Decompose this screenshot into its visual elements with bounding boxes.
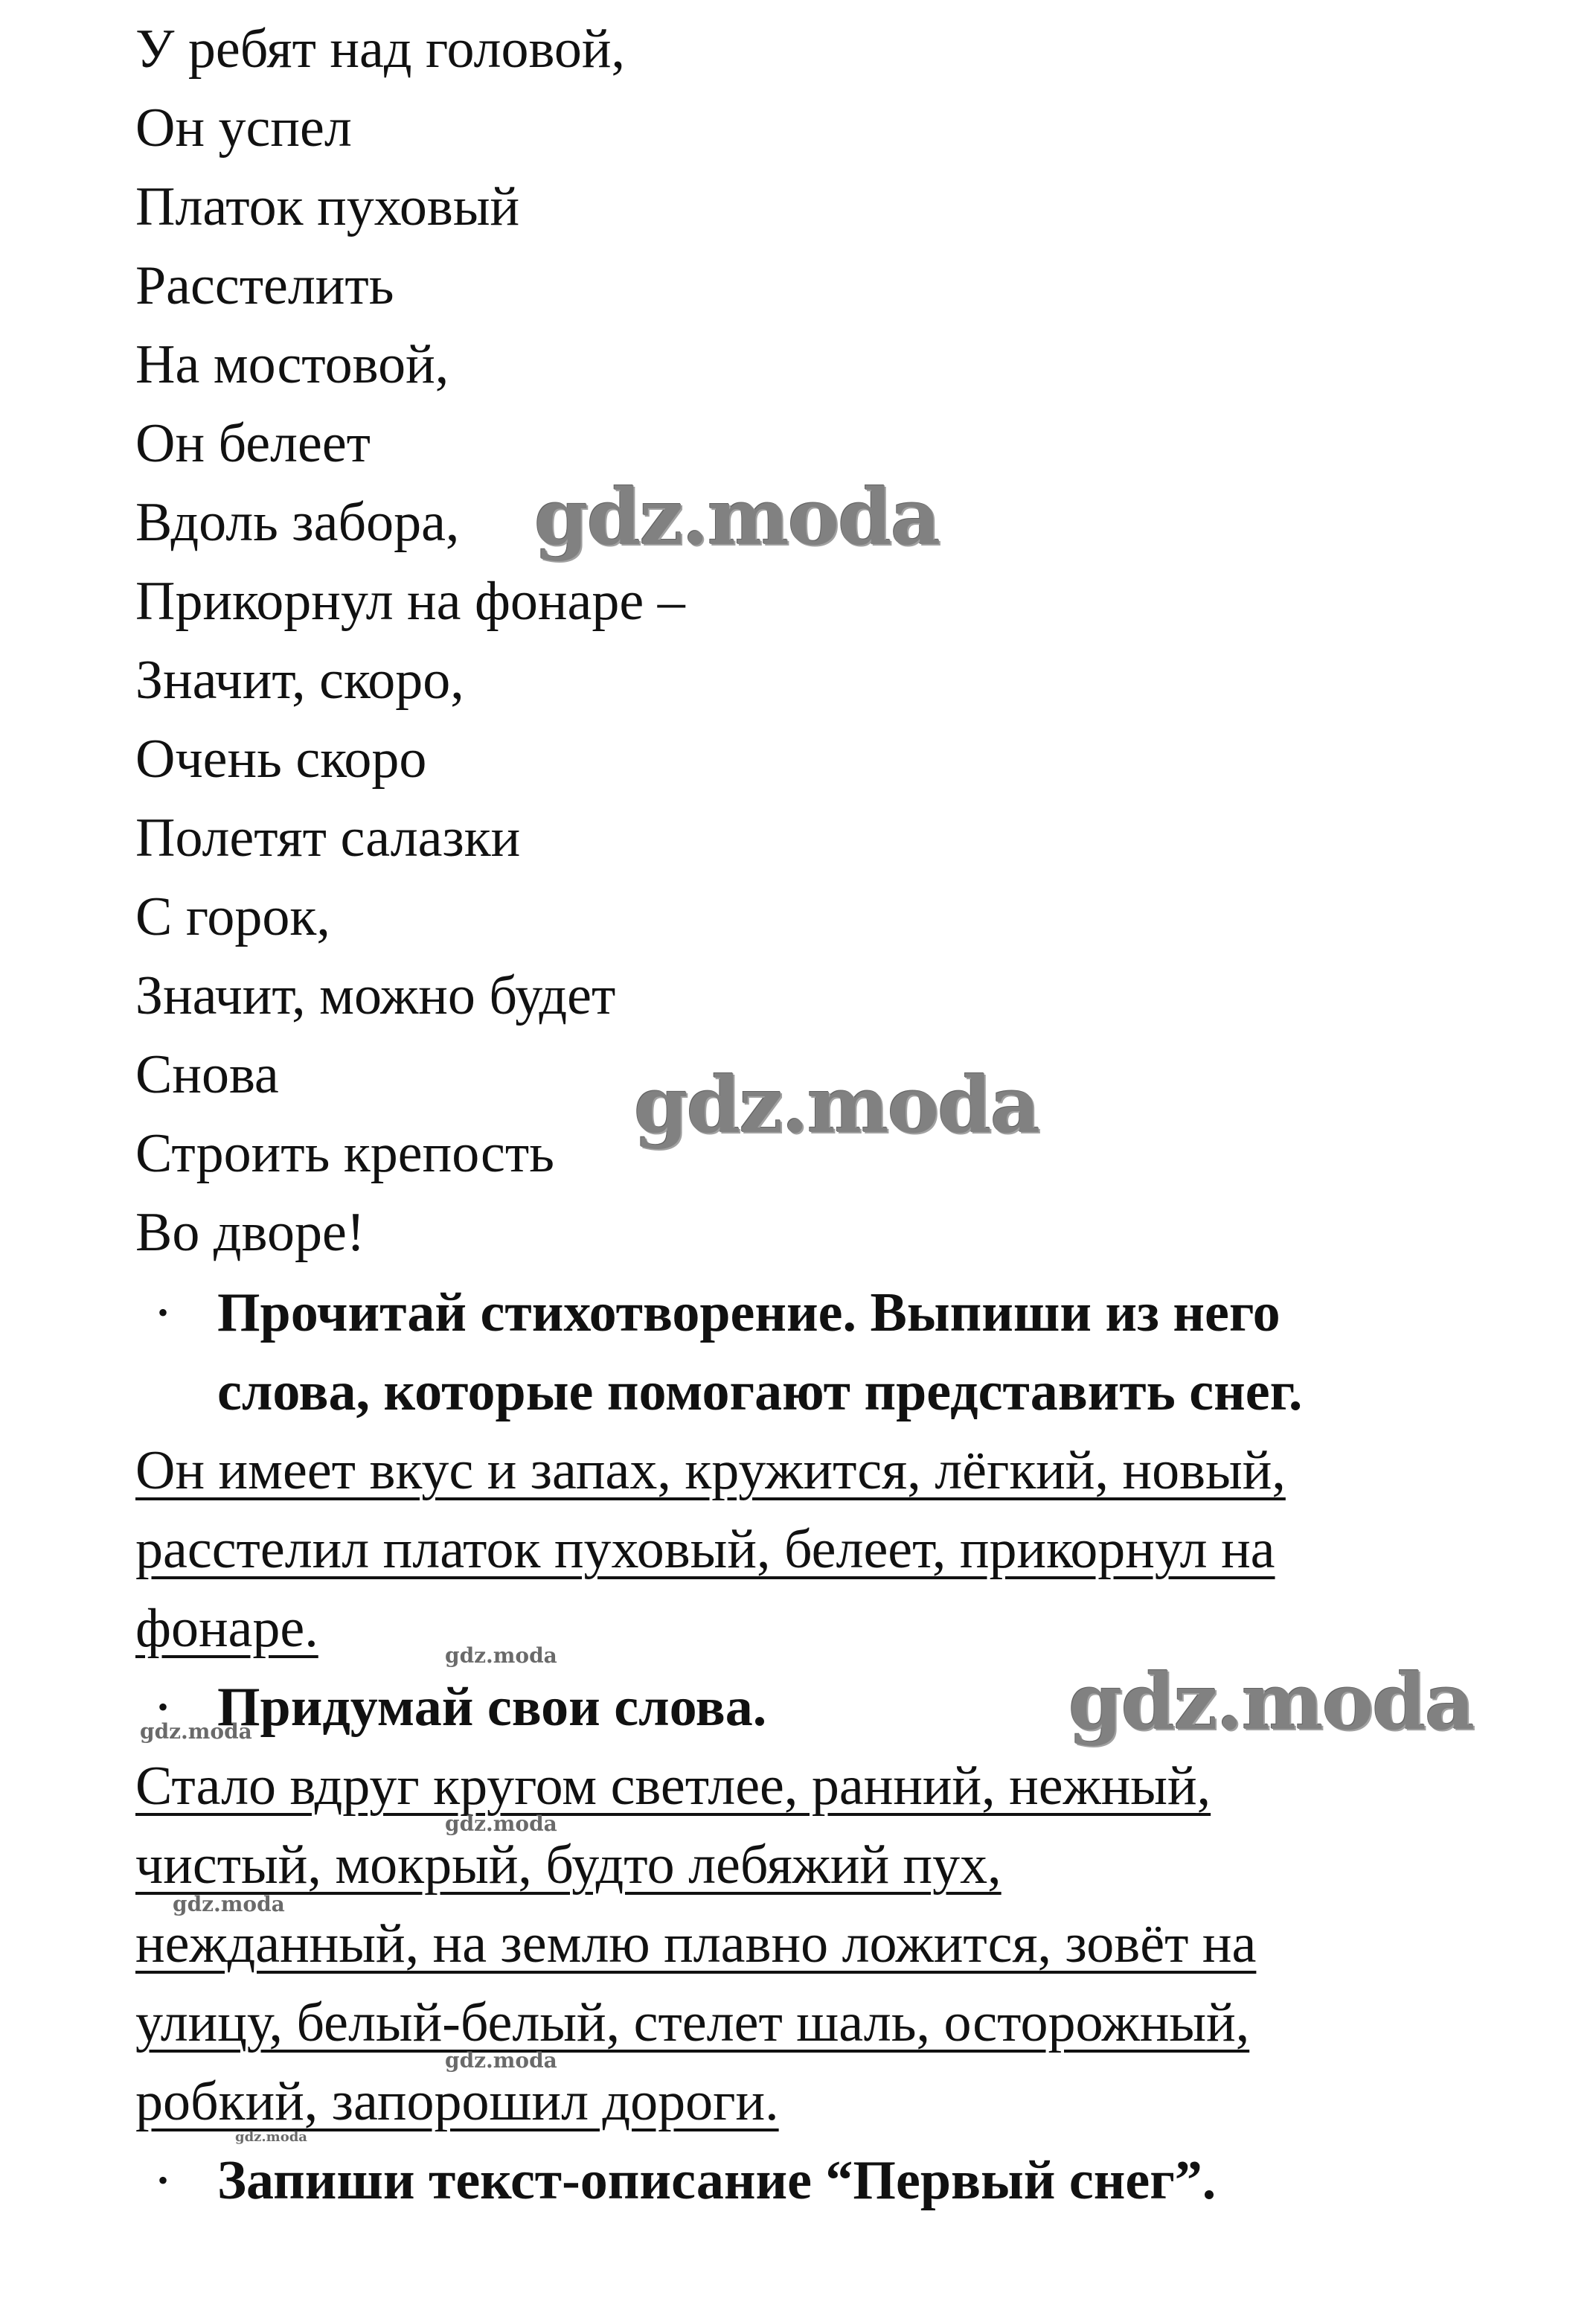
poem-line: У ребят над головой, (135, 19, 626, 80)
poem-line: Во дворе! (135, 1202, 365, 1263)
watermark-small: gdz.moda (140, 1719, 252, 1744)
answer-line: нежданный, на землю плавно ложится, зовёт на (135, 1913, 1257, 1974)
watermark: gdz.moda (1068, 1656, 1474, 1747)
answer-line: улицу, белый-белый, стелет шаль, осторожный, (135, 1992, 1250, 2053)
poem-line: Снова (135, 1044, 279, 1105)
poem-line: Платок пуховый (135, 176, 520, 237)
poem-line: С горок, (135, 886, 330, 947)
poem-line: На мостовой, (135, 334, 449, 395)
poem-line: Значит, можно будет (135, 965, 616, 1026)
task-instruction: слова, которые помогают представить снег. (217, 1361, 1303, 1422)
answer-line: чистый, мокрый, будто лебяжий пух, (135, 1835, 1001, 1896)
poem-line: Прикорнул на фонаре – (135, 571, 685, 632)
poem-line: Очень скоро (135, 729, 427, 790)
answer-line: фонаре. (135, 1598, 318, 1659)
answer-line: робкий, запорошил дороги. (135, 2071, 779, 2132)
watermark-small: gdz.moda (173, 1892, 285, 1916)
task-bullet: • (158, 1690, 169, 1724)
watermark-small: gdz.moda (445, 1643, 557, 1668)
poem-line: Полетят салазки (135, 807, 521, 869)
task-instruction: Прочитай стихотворение. Выпиши из него (217, 1282, 1281, 1343)
answer-line: Он имеет вкус и запах, кружится, лёгкий, новый, (135, 1440, 1286, 1501)
poem-line: Вдоль забора, (135, 492, 460, 553)
poem-line: Строить крепость (135, 1123, 554, 1184)
watermark: gdz.moda (534, 471, 940, 563)
task-bullet: • (158, 1296, 169, 1329)
poem-line: Расстелить (135, 255, 394, 316)
watermark-small: gdz.moda (445, 2048, 557, 2073)
task-instruction: Придумай свои слова. (217, 1677, 767, 1738)
task-instruction: Запиши текст-описание “Первый снег”. (217, 2150, 1217, 2211)
watermark-small: gdz.moda (445, 1811, 557, 1836)
poem-line: Он успел (135, 97, 352, 159)
watermark-tiny: gdz.moda (235, 2129, 307, 2145)
poem-line: Он белеет (135, 413, 371, 474)
task-bullet: • (158, 2163, 169, 2197)
poem-line: Значит, скоро, (135, 650, 464, 711)
answer-line: Стало вдруг кругом светлее, ранний, нежный, (135, 1756, 1211, 1817)
watermark: gdz.moda (634, 1059, 1039, 1151)
answer-line: расстелил платок пуховый, белеет, прикорнул на (135, 1519, 1275, 1580)
